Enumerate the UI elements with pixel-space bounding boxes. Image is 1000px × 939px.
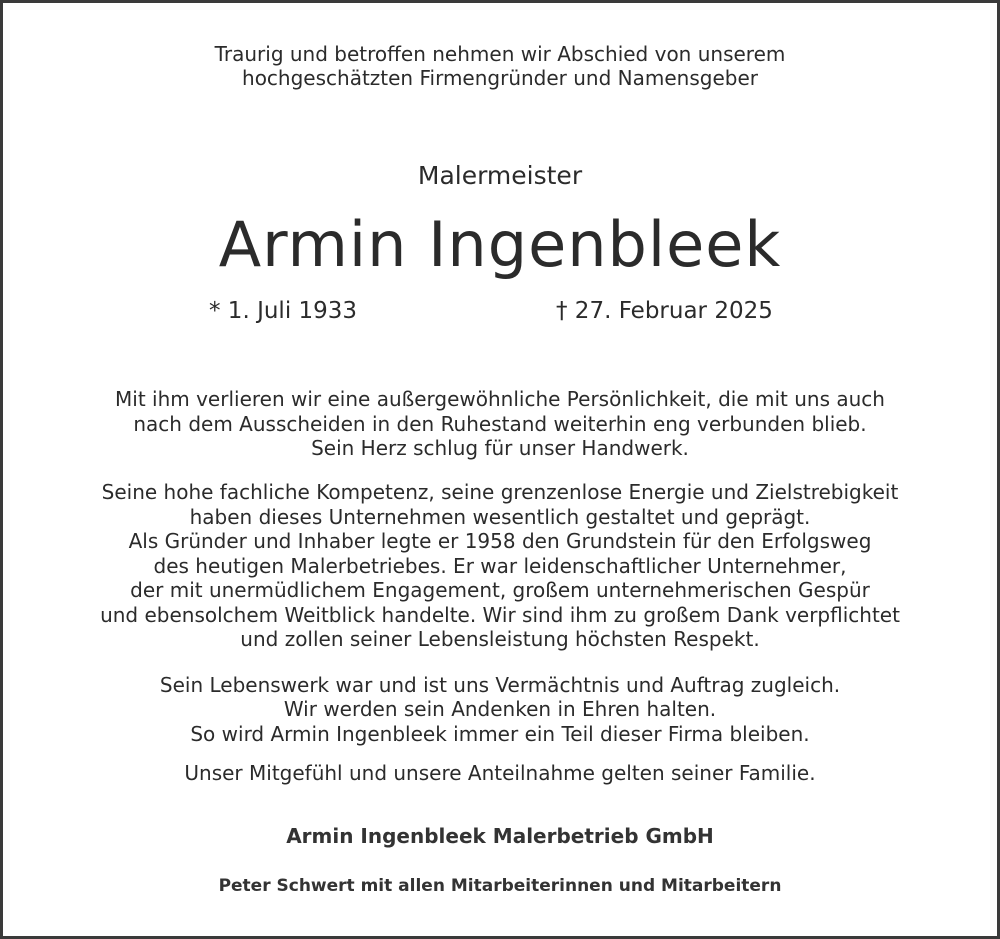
occupation-title: Malermeister <box>417 161 583 190</box>
paragraph-2-line: haben dieses Unternehmen wesentlich gestaltet und geprägt. <box>189 505 811 529</box>
paragraph-3-line: Wir werden sein Andenken in Ehren halten. <box>283 697 717 721</box>
paragraph-2-line: Seine hohe fachliche Kompetenz, seine grenzenlose Energie und Zielstrebigkeit <box>101 480 899 504</box>
company-signature: Armin Ingenbleek Malerbetrieb GmbH <box>286 824 714 848</box>
paragraph-2-line: des heutigen Malerbetriebes. Er war leidenschaftlicher Unternehmer, <box>153 554 847 578</box>
paragraph-2-line: Als Gründer und Inhaber legte er 1958 den Grundstein für den Erfolgsweg <box>128 529 872 553</box>
paragraph-4-line: Unser Mitgefühl und unsere Anteilnahme gelten seiner Familie. <box>184 761 816 785</box>
death-date: † 27. Februar 2025 <box>556 298 773 324</box>
birth-date: * 1. Juli 1933 <box>209 298 358 324</box>
staff-signature: Peter Schwert mit allen Mitarbeiterinnen und Mitarbeitern <box>218 876 782 896</box>
paragraph-3-line: Sein Lebenswerk war und ist uns Vermächtnis und Auftrag zugleich. <box>159 673 841 697</box>
paragraph-1-line: Mit ihm verlieren wir eine außergewöhnliche Persönlichkeit, die mit uns auch <box>115 387 885 411</box>
paragraph-2-line: und zollen seiner Lebensleistung höchsten Respekt. <box>240 627 760 651</box>
paragraph-2-line: der mit unermüdlichem Engagement, großem unternehmerischen Gespür <box>130 578 870 602</box>
paragraph-1-line: nach dem Ausscheiden in den Ruhestand weiterhin eng verbunden blieb. <box>133 412 867 436</box>
paragraph-1-line: Sein Herz schlug für unser Handwerk. <box>311 436 689 460</box>
paragraph-2-line: und ebensolchem Weitblick handelte. Wir sind ihm zu großem Dank verpflichtet <box>100 603 900 627</box>
intro-line: hochgeschätzten Firmengründer und Namensgeber <box>242 66 758 90</box>
paragraph-3-line: So wird Armin Ingenbleek immer ein Teil dieser Firma bleiben. <box>190 722 810 746</box>
deceased-name: Armin Ingenbleek <box>218 208 782 281</box>
intro-line: Traurig und betroffen nehmen wir Abschied von unserem <box>214 42 786 66</box>
